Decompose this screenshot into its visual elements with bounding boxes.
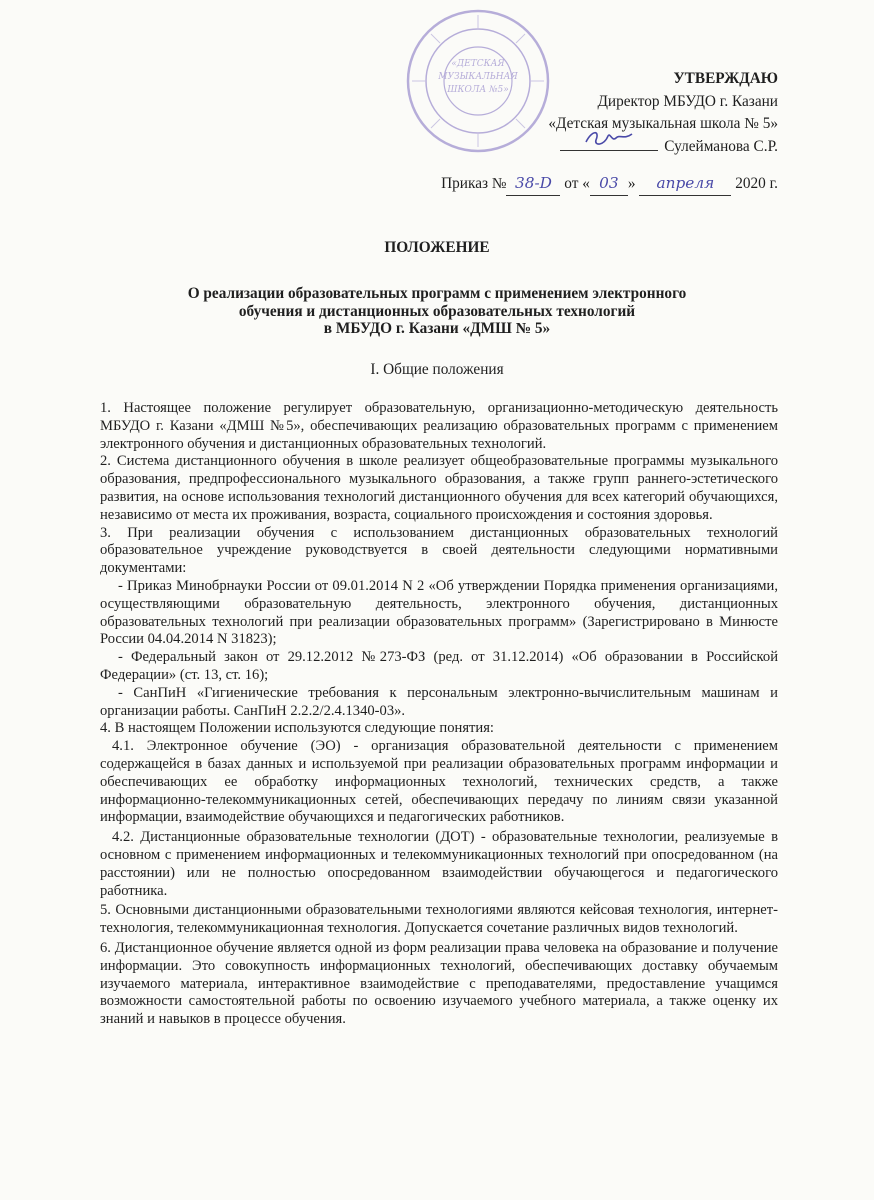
date-day: 03 — [590, 172, 628, 196]
paragraph: - Приказ Минобрнауки России от 09.01.2014 N 2 «Об утверждении Порядка применения организациями, осуществляющими образовательную деятельность, электронного обучения, дистанционных образовательных технологий при реализации образовательных программ» (Зарегистрировано в Минюсте России 04.04.2014 N 31823); — [100, 577, 778, 648]
date-year: 2020 г. — [735, 175, 778, 192]
document-body — [100, 400, 778, 1029]
date-from: от « — [564, 175, 590, 192]
approval-block — [420, 68, 778, 196]
svg-text:ШКОЛА №5»: ШКОЛА №5» — [447, 85, 509, 95]
document-subtitle — [0, 285, 874, 338]
paragraph: 4. В настоящем Положении используются следующие понятия: — [100, 720, 494, 737]
subtitle-line: О реализации образовательных программ с применением электронного — [187, 285, 687, 302]
svg-text:«ДЕТСКАЯ: «ДЕТСКАЯ — [451, 59, 505, 69]
paragraph: 5. Основными дистанционными образовательными технологиями являются кейсовая технология, интернет-технология, телекоммуникационная технология. Допускается сочетание различных видов технологий. — [100, 902, 778, 937]
order-line — [420, 172, 778, 196]
paragraph: 4.1. Электронное обучение (ЭО) - организация образовательной деятельности с применением содержащейся в базах данных и используемой при реализации образовательных программ информации и обеспечивающих ее обработку информационных технологий, технических средств, а также информационно-телекоммуникационных сетей, обеспечивающих передачу по линиям связи указанной информации, взаимодействие обучающихся и педагогических работников. — [100, 738, 778, 826]
signatory-name: Сулейманова С.Р. — [664, 137, 778, 155]
date-month: апреля — [639, 172, 731, 196]
date-close-quote: » — [627, 175, 636, 192]
order-prefix: Приказ № — [441, 175, 507, 192]
paragraph: - СанПиН «Гигиенические требования к персональным электронно-вычислительным машинам и организации работы. СанПиН 2.2.2/2.4.1340-03». — [100, 684, 778, 719]
approval-position: Директор МБУДО г. Казани — [597, 92, 778, 110]
svg-text:МУЗЫКАЛЬНАЯ: МУЗЫКАЛЬНАЯ — [438, 72, 518, 82]
section-heading: I. Общие положения — [370, 361, 504, 378]
paragraph: 1. Настоящее положение регулирует образовательную, организационно-методическую деятельность МБУДО г. Казани «ДМШ №5», обеспечивающих реализацию образовательных программ с применением электронного обучения и дистанционных образовательных технологий. — [100, 400, 778, 452]
subtitle-line: в МБУДО г. Казани «ДМШ № 5» — [323, 320, 551, 337]
paragraph: 2. Система дистанционного обучения в школе реализует общеобразовательные программы музыкального образования, предпрофессионального музыкального образования, а также групп раннего-эстетического развития, на основе использования технологий дистанционного обучения для всех категорий обучающихся, независимо от места их проживания, возраста, социального происхождения и состояния здоровья. — [100, 453, 778, 523]
paragraph: - Федеральный закон от 29.12.2012 №273-ФЗ (ред. от 31.12.2014) «Об образовании в Российской Федерации» (ст. 13, ст. 16); — [100, 649, 778, 683]
handwritten-signature — [560, 136, 658, 151]
paragraph: 6. Дистанционное обучение является одной из форм реализации права человека на образование и получение информации. Это совокупность информационных технологий, обеспечивающих доставку обучаемым изучаемого материала, интерактивное взаимодействие с преподавателями, предоставление учащимся возможности самостоятельной работы по освоению изучаемого учебного материала, а также оценку их знаний и навыков в процессе обучения. — [100, 939, 778, 1028]
document-title: ПОЛОЖЕНИЕ — [384, 239, 490, 256]
approval-title: УТВЕРЖДАЮ — [673, 70, 778, 87]
subtitle-line: обучения и дистанционных образовательных технологий — [238, 302, 636, 320]
approval-school: «Детская музыкальная школа № 5» — [548, 115, 778, 132]
signature-line — [420, 136, 778, 159]
paragraph: 3. При реализации обучения с использованием дистанционных образовательных технологий образовательное учреждение руководствуется в своей деятельности следующими нормативными документами: — [100, 524, 778, 577]
order-number: 38-D — [506, 172, 560, 196]
paragraph: 4.2. Дистанционные образовательные технологии (ДОТ) - образовательные технологии, реализуемые в основном с применением информационных и телекоммуникационных технологий при опосредованном (на расстоянии) или не полностью опосредованном взаимодействии обучающегося и педагогического работника. — [100, 829, 778, 899]
